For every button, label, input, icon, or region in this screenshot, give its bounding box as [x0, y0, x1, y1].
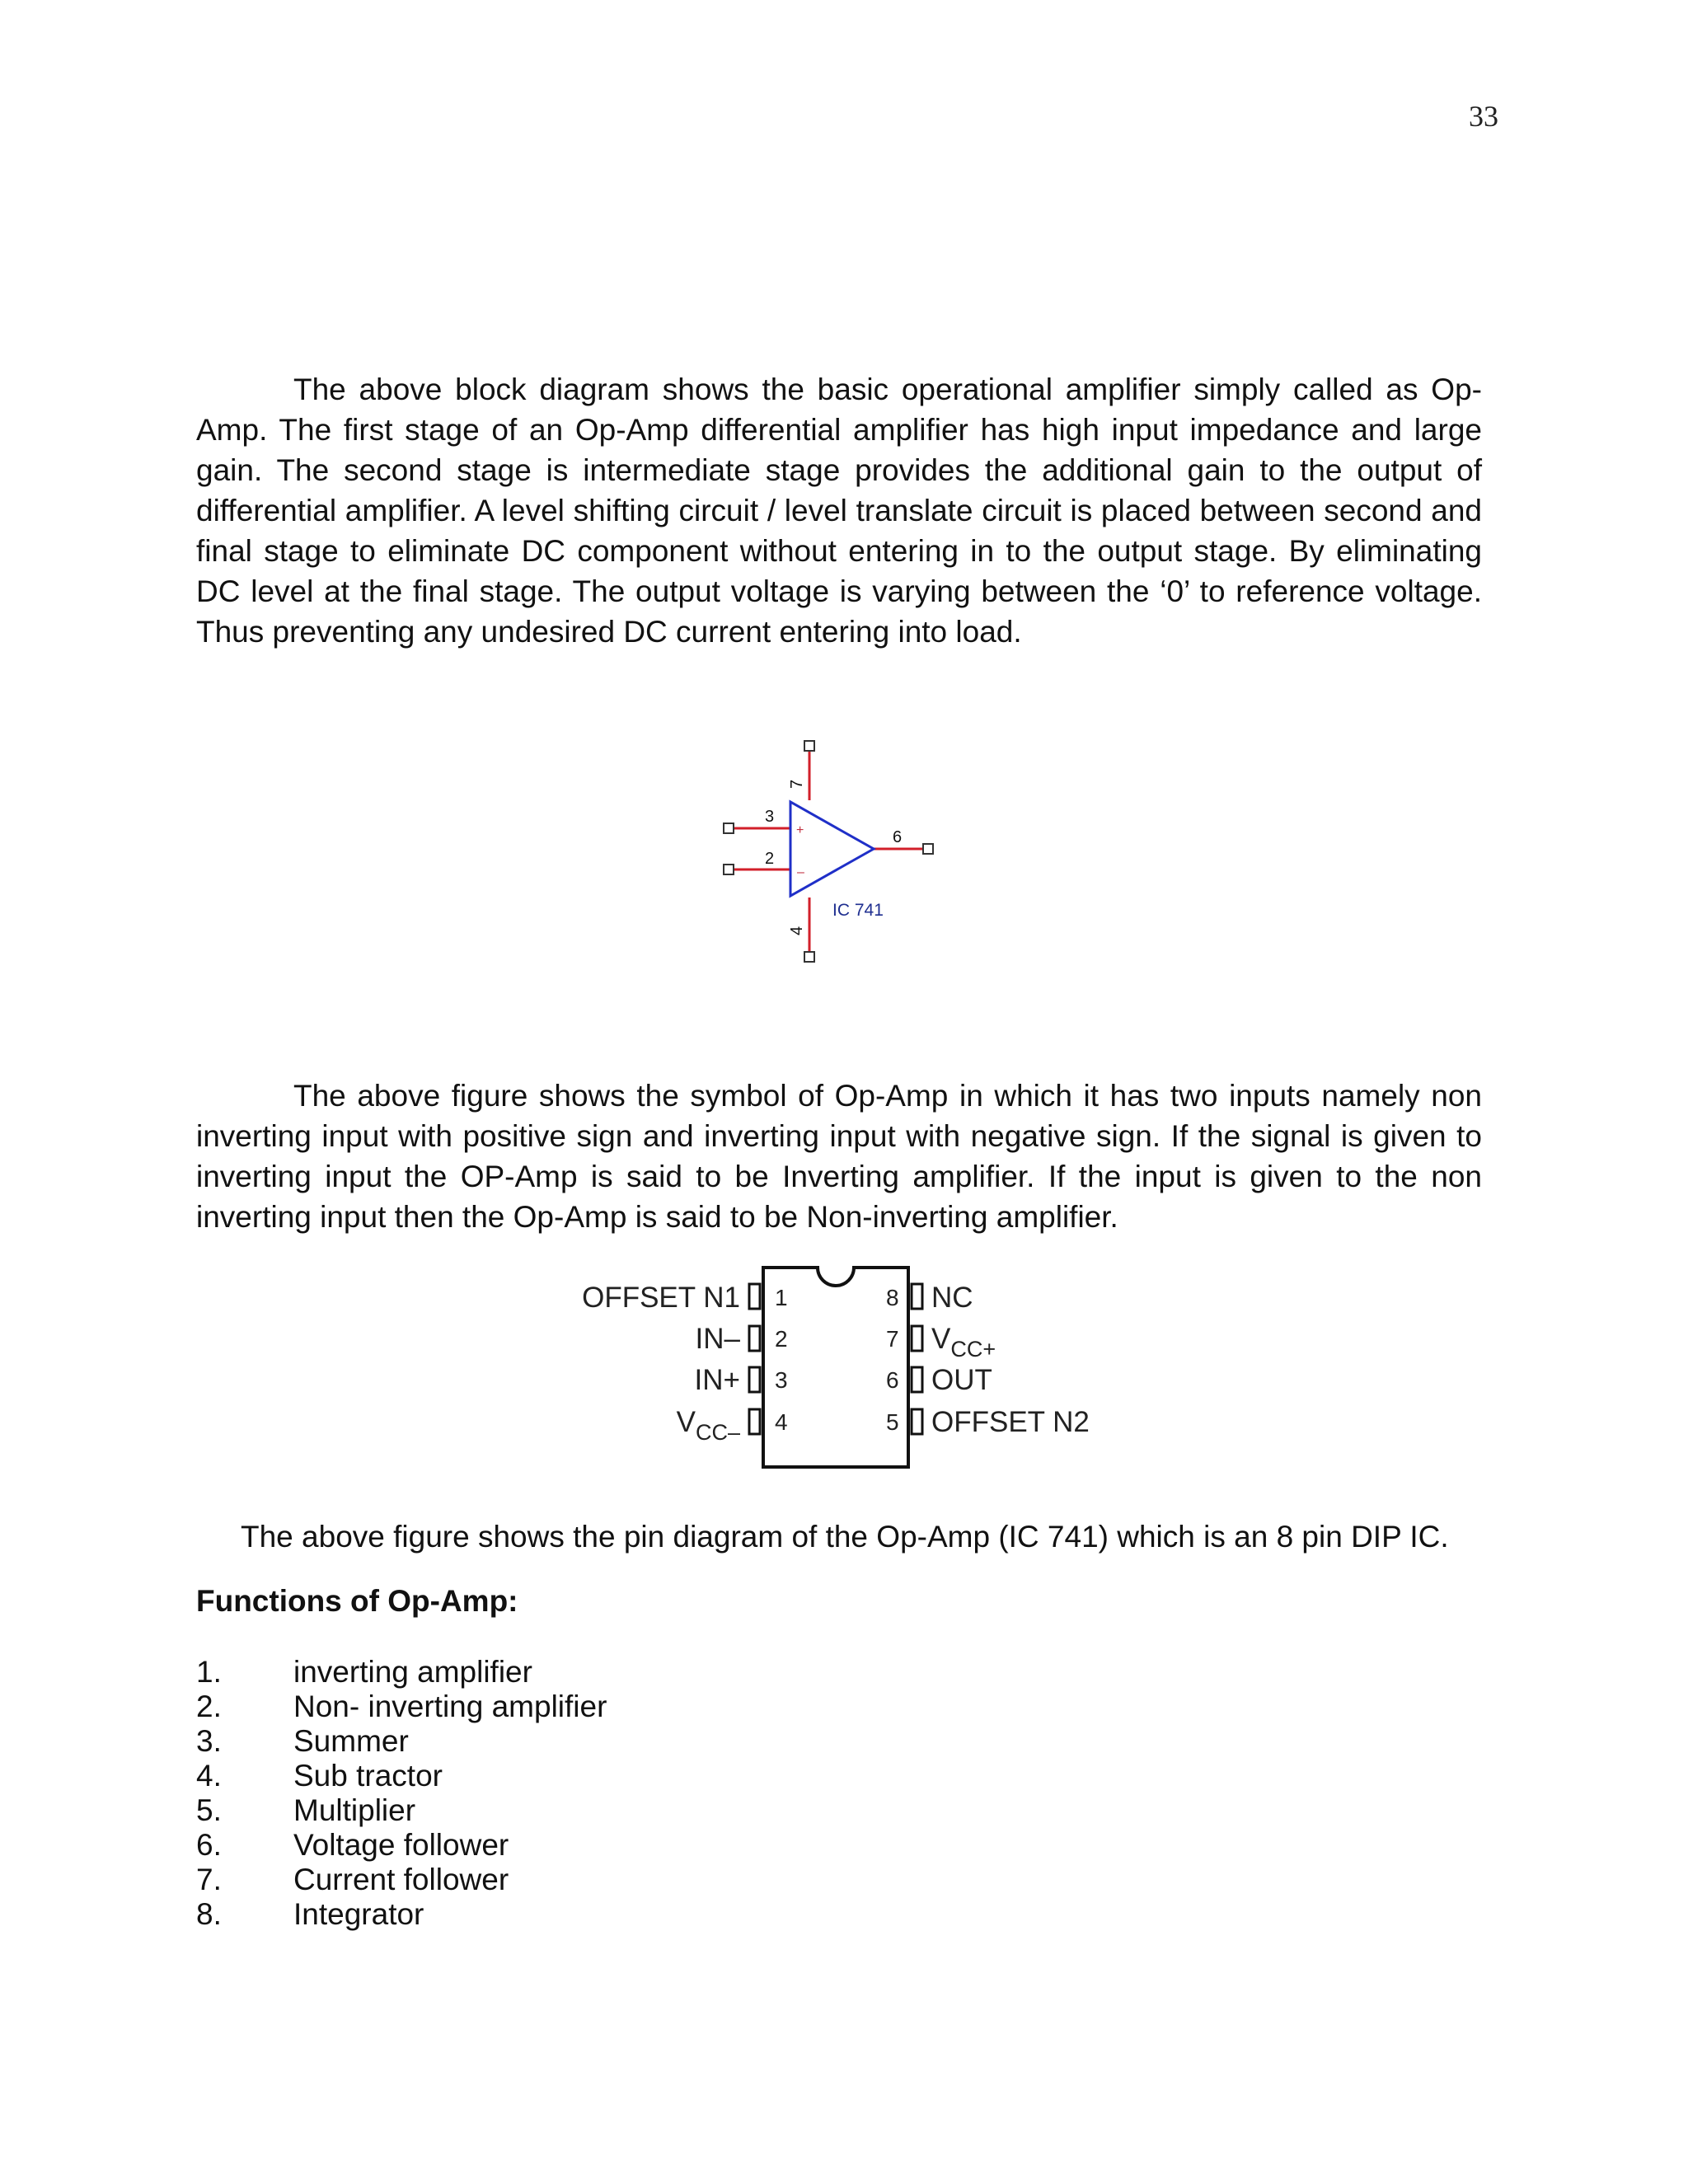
list-item [196, 1793, 607, 1828]
pin7-terminal [804, 741, 814, 751]
pin7-label-v: V [931, 1323, 951, 1355]
page-number: 33 [1469, 100, 1498, 133]
pin3-pad [749, 1367, 760, 1392]
pin2-number: 2 [765, 850, 775, 868]
list-item-text: Current follower [293, 1863, 509, 1896]
pin2-label: IN– [695, 1323, 740, 1355]
list-item [196, 1759, 607, 1793]
pin5-label: OFFSET N2 [931, 1406, 1090, 1438]
list-item-number: 4. [196, 1759, 222, 1793]
pin2-number: 2 [775, 1326, 788, 1352]
pin4-label-sub: CC– [695, 1420, 740, 1445]
list-item [196, 1863, 607, 1897]
ic741-pin-diagram [560, 1261, 1121, 1483]
minus-sign: – [797, 865, 804, 879]
pin1-label: OFFSET N1 [582, 1282, 740, 1314]
pin7-number: 7 [788, 779, 806, 789]
list-item-text: Summer [293, 1724, 409, 1758]
pin6-number: 6 [893, 828, 903, 846]
opamp-triangle [790, 802, 874, 896]
pin5-pad [912, 1409, 922, 1434]
functions-list [196, 1655, 607, 1932]
list-item-text: Sub tractor [293, 1759, 443, 1793]
pin2-pad [749, 1326, 760, 1351]
list-item-text: Non- inverting amplifier [293, 1690, 607, 1723]
list-item-number: 3. [196, 1724, 222, 1758]
list-item-number: 7. [196, 1863, 222, 1896]
pin7-pad [912, 1326, 922, 1351]
list-item-text: Integrator [293, 1897, 424, 1931]
pin7-number: 7 [886, 1326, 899, 1352]
list-item-text: inverting amplifier [293, 1655, 532, 1689]
opamp-symbol-diagram [717, 738, 956, 972]
list-item-number: 6. [196, 1828, 222, 1862]
list-item [196, 1655, 607, 1690]
pin8-label: NC [931, 1282, 973, 1314]
list-item-text: Multiplier [293, 1793, 416, 1827]
list-item-number: 8. [196, 1897, 222, 1931]
list-item [196, 1724, 607, 1759]
list-item-text: Voltage follower [293, 1828, 509, 1862]
functions-heading: Functions of Op-Amp: [196, 1584, 518, 1618]
pin7-label [931, 1323, 996, 1361]
list-item-number: 1. [196, 1655, 222, 1689]
pin7-label-sub: CC+ [950, 1337, 996, 1361]
pin5-number: 5 [886, 1409, 899, 1435]
list-item-number: 5. [196, 1793, 222, 1827]
pin4-pad [749, 1409, 760, 1434]
pin6-number: 6 [886, 1367, 899, 1393]
pin3-number: 3 [775, 1367, 788, 1393]
pin4-number: 4 [775, 1409, 788, 1435]
plus-sign: + [796, 823, 804, 837]
list-item [196, 1690, 607, 1724]
paragraph-pin-diagram: The above figure shows the pin diagram of the Op-Amp (IC 741) which is an 8 pin DIP IC. [241, 1520, 1449, 1554]
pin1-number: 1 [775, 1285, 788, 1310]
pin4-terminal [804, 952, 814, 962]
pin4-label [677, 1406, 740, 1445]
paragraph-block-diagram: The above block diagram shows the basic operational amplifier simply called as Op-Amp. The first stage of an Op-Amp differential amplifier has high input impedance and large gain. The second stage is intermediate stage provides the additional gain to the output of differential amplifier. A level shifting circuit / level translate circuit is placed between second and final stage to eliminate DC component without entering in to the output stage. By eliminating DC level at the final stage. The output voltage is varying between the ‘0’ to reference voltage. Thus preventing any undesired DC current entering into load. [196, 373, 1482, 649]
pin4-label-v: V [676, 1406, 696, 1438]
pin6-label: OUT [931, 1364, 992, 1396]
pin6-terminal [923, 844, 933, 854]
pin3-number: 3 [765, 808, 775, 826]
pin2-terminal [724, 865, 734, 874]
pin3-terminal [724, 823, 734, 833]
paragraph-symbol: The above figure shows the symbol of Op-Amp in which it has two inputs namely non inverting input with positive sign and inverting input with negative sign. If the signal is given to inverting input the OP-Amp is said to be Inverting amplifier. If the input is given to the non inverting input then the Op-Amp is said to be Non-inverting amplifier. [196, 1079, 1482, 1234]
list-item [196, 1828, 607, 1863]
list-item-number: 2. [196, 1690, 222, 1723]
pin8-pad [912, 1284, 922, 1309]
pin4-number: 4 [788, 926, 806, 935]
pin3-label: IN+ [694, 1364, 740, 1396]
list-item [196, 1897, 607, 1932]
pin6-pad [912, 1367, 922, 1392]
ic-label: IC 741 [832, 901, 884, 920]
pin1-pad [749, 1284, 760, 1309]
pin8-number: 8 [886, 1285, 899, 1310]
